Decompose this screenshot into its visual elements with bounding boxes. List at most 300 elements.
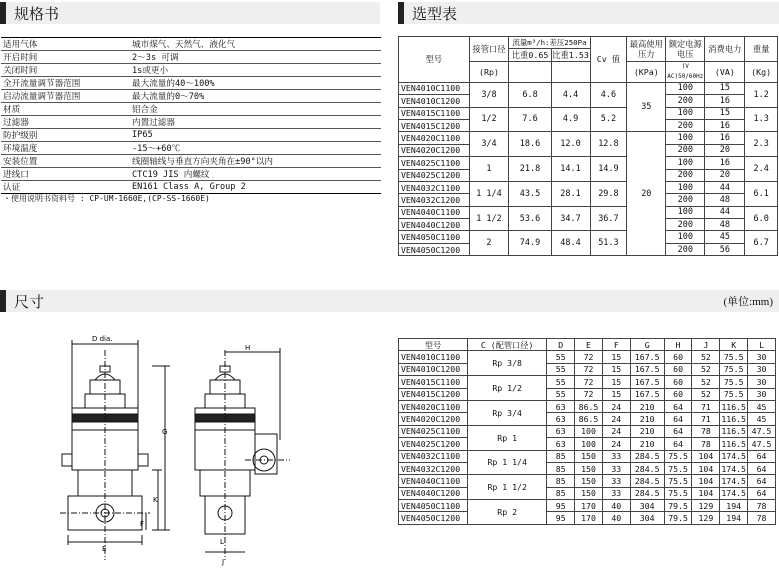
voltage-cell: 100 (666, 107, 705, 119)
weight-cell: 6.7 (745, 231, 778, 256)
dim-value-cell: 64 (664, 413, 692, 425)
dim-value-cell: 284.5 (630, 487, 664, 499)
dim-value-cell: 75.5 (664, 475, 692, 487)
flow-sg065-cell: 43.5 (509, 181, 551, 206)
dim-col-header: L (748, 339, 776, 351)
dim-value-cell: 71 (692, 400, 720, 412)
dim-value-cell: 170 (575, 512, 603, 524)
power-cell: 15 (705, 82, 745, 94)
dim-value-cell: 52 (692, 376, 720, 388)
dim-value-cell: 194 (720, 512, 748, 524)
spec-value: 2～3s 可调 (130, 51, 381, 64)
model-cell: VEN4020C1100 (399, 400, 468, 412)
voltage-cell: 200 (666, 119, 705, 131)
weight-cell: 6.1 (745, 181, 778, 206)
model-cell: VEN4032C1100 (399, 181, 470, 193)
dim-value-cell: 64 (664, 438, 692, 450)
spec-value: IP65 (130, 129, 381, 142)
col-power: 消费电力 (705, 37, 745, 62)
model-cell: VEN4040C1200 (399, 487, 468, 499)
selection-section-header (398, 2, 779, 24)
dim-value-cell: 60 (664, 388, 692, 400)
selection-row (399, 132, 778, 144)
dim-value-cell: 174.5 (721, 451, 746, 462)
col-weight-unit: (Kg) (745, 61, 778, 82)
dim-col-header: K (720, 339, 748, 351)
weight-cell: 2.4 (745, 157, 778, 182)
dim-g-label: G (162, 428, 168, 436)
power-cell: 48 (705, 219, 745, 231)
spec-key: 认证 (1, 181, 130, 194)
dim-value-cell: 60 (664, 351, 692, 363)
dim-value-cell: 284.5 (630, 450, 664, 462)
dim-value-cell: 71 (692, 413, 720, 425)
dim-value-cell: 72 (575, 363, 603, 375)
power-cell: 20 (705, 144, 745, 156)
dimension-row (399, 462, 776, 474)
spec-value: 最大流量的0～70% (130, 90, 381, 103)
dim-value-cell: 104 (692, 462, 720, 474)
dim-value-cell: 33 (602, 462, 630, 474)
dimension-row (399, 475, 776, 487)
voltage-cell: 200 (666, 144, 705, 156)
dimension-section-header (0, 290, 779, 312)
dim-value-cell: 78 (692, 438, 720, 450)
cv-cell: 12.8 (590, 132, 627, 157)
model-cell: VEN4010C1100 (399, 351, 468, 363)
valve-dimension-drawing (40, 330, 315, 575)
col-port: 接管口径 (469, 37, 509, 62)
model-cell: VEN4050C1100 (399, 500, 468, 512)
col-flow: 流量m³/h:差压250Pa (509, 37, 590, 49)
voltage-cell: 100 (666, 157, 705, 169)
dimension-row (399, 500, 776, 512)
spec-section-header (0, 2, 380, 24)
dim-value-cell: 104 (692, 487, 720, 499)
dim-h-label: H (245, 344, 251, 352)
flow-sg153-cell: 4.4 (551, 82, 590, 107)
flow-sg153-cell: 12.0 (551, 132, 590, 157)
spec-row (1, 90, 381, 103)
dim-value-cell: 116.5 (721, 438, 746, 449)
spec-value: 内置过滤器 (130, 116, 381, 129)
dim-value-cell: 104 (692, 450, 720, 462)
dim-value-cell: 40 (602, 500, 630, 512)
dim-value-cell: 30 (748, 351, 776, 363)
dimension-section-title: 尺寸 (14, 292, 45, 311)
dim-value-cell: 78 (692, 425, 720, 437)
port-cell: 3/8 (469, 82, 509, 107)
power-cell: 16 (705, 119, 745, 131)
col-model: 型号 (399, 37, 470, 83)
model-cell: VEN4040C1200 (399, 219, 470, 231)
unit-label: (单位:mm) (723, 296, 773, 308)
dim-value-cell: 129 (692, 500, 720, 512)
selection-row (399, 157, 778, 169)
dim-value-cell: 167.5 (630, 376, 664, 388)
dimension-row (399, 425, 776, 437)
dim-value-cell: 167.5 (630, 351, 664, 363)
flow-sg065-cell: 7.6 (509, 107, 551, 132)
spec-value: 城市煤气、天然气、液化气 (130, 38, 381, 51)
dim-d-label: D dia. (92, 335, 113, 343)
dim-value-cell: 15 (602, 351, 630, 363)
model-cell: VEN4020C1200 (399, 144, 470, 156)
dim-col-header: E (575, 339, 603, 351)
model-cell: VEN4025C1100 (399, 425, 468, 437)
dimension-row (399, 487, 776, 499)
dim-value-cell: 75.5 (664, 487, 692, 499)
dim-value-cell: 45 (748, 400, 776, 412)
dim-value-cell: 33 (602, 450, 630, 462)
dimension-table (398, 338, 776, 525)
spec-key: 环境温度 (1, 142, 130, 155)
dim-value-cell: 150 (575, 475, 603, 487)
dim-value-cell: 47.5 (748, 425, 776, 437)
weight-cell: 1.2 (745, 82, 778, 107)
model-cell: VEN4020C1100 (399, 132, 470, 144)
dim-value-cell: 210 (630, 438, 664, 450)
spec-value: CTC19 JIS 内螺纹 (130, 168, 381, 181)
model-cell: VEN4010C1100 (399, 82, 470, 94)
flow-sg153-cell: 28.1 (551, 181, 590, 206)
dim-value-cell: 72 (575, 376, 603, 388)
dim-value-cell: 304 (630, 512, 664, 524)
dim-value-cell: 174.5 (721, 475, 746, 486)
dim-k-label: K (153, 496, 158, 504)
spec-key: 过滤器 (1, 116, 130, 129)
dim-value-cell: 52 (692, 363, 720, 375)
selection-row (399, 107, 778, 119)
selection-row (399, 206, 778, 218)
col-sg153: 比重1.53 (552, 50, 589, 61)
voltage-cell: 100 (666, 231, 705, 243)
dim-col-header: C (配管口径) (468, 339, 547, 351)
dim-value-cell: 15 (602, 388, 630, 400)
header-bar (0, 290, 6, 312)
spec-value: -15～+60℃ (130, 142, 381, 155)
dim-value-cell: 33 (602, 475, 630, 487)
dimension-row (399, 512, 776, 524)
dim-value-cell: 210 (630, 400, 664, 412)
dim-value-cell: 52 (692, 388, 720, 400)
dim-value-cell: 55 (547, 363, 575, 375)
power-cell: 44 (705, 181, 745, 193)
dim-value-cell: 167.5 (630, 388, 664, 400)
col-weight: 重量 (745, 37, 778, 62)
valve-front-view (60, 350, 150, 560)
dim-value-cell: 116.5 (721, 401, 746, 412)
port-cell: 1 1/4 (469, 181, 509, 206)
dim-value-cell: 64 (748, 462, 776, 474)
dimension-row (399, 438, 776, 450)
spec-row (1, 38, 381, 51)
dim-value-cell: 60 (664, 376, 692, 388)
selection-row (399, 82, 778, 94)
dim-value-cell: 30 (748, 388, 776, 400)
dim-value-cell: 55 (547, 388, 575, 400)
selection-row (399, 231, 778, 243)
dim-value-cell: 33 (602, 487, 630, 499)
dim-value-cell: 47.5 (748, 438, 776, 450)
dim-value-cell: 24 (602, 438, 630, 450)
dim-value-cell: 55 (547, 376, 575, 388)
cv-cell: 5.2 (590, 107, 627, 132)
dim-value-cell: 284.5 (630, 462, 664, 474)
model-cell: VEN4032C1200 (399, 462, 468, 474)
dim-value-cell: 63 (547, 413, 575, 425)
dim-value-cell: 174.5 (721, 463, 746, 474)
spec-key: 防护级别 (1, 129, 130, 142)
dim-value-cell: 24 (602, 400, 630, 412)
spec-value: 铝合金 (130, 103, 381, 116)
model-cell: VEN4050C1200 (399, 512, 468, 524)
spec-value: EN161 Class A, Group 2 (130, 181, 381, 194)
model-cell: VEN4010C1200 (399, 95, 470, 107)
flow-sg065-cell: 6.8 (509, 82, 551, 107)
spec-value: 1s或更小 (130, 64, 381, 77)
dim-col-header: J (692, 339, 720, 351)
dim-value-cell: 15 (602, 376, 630, 388)
power-cell: 16 (705, 132, 745, 144)
dim-value-cell: 63 (547, 400, 575, 412)
dim-value-cell: 100 (575, 425, 603, 437)
cv-cell: 36.7 (590, 206, 627, 231)
model-cell: VEN4025C1200 (399, 169, 470, 181)
port-cell: 3/4 (469, 132, 509, 157)
dim-value-cell: 174.5 (721, 488, 746, 499)
dim-value-cell: 100 (575, 438, 603, 450)
flow-sg065-cell: 53.6 (509, 206, 551, 231)
flow-sg065-cell: 74.9 (509, 231, 551, 256)
dim-value-cell: 194 (720, 500, 748, 512)
dim-e-label: E (102, 545, 107, 553)
flow-sg153-cell: 34.7 (551, 206, 590, 231)
model-cell: VEN4015C1200 (399, 119, 470, 131)
power-cell: 44 (705, 206, 745, 218)
valve-side-view (195, 350, 290, 560)
spec-value: 线圈轴线与垂直方向夹角在±90°以内 (130, 155, 381, 168)
spec-row (1, 155, 381, 168)
dim-value-cell: 129 (692, 512, 720, 524)
dim-value-cell: 55 (547, 351, 575, 363)
col-voltage-unit: (V AC)50/60Hz (666, 61, 705, 82)
model-cell: VEN4025C1100 (399, 157, 470, 169)
dim-value-cell: 210 (630, 425, 664, 437)
model-cell: VEN4032C1200 (399, 194, 470, 206)
dim-col-header: H (664, 339, 692, 351)
spec-row (1, 168, 381, 181)
dimension-row (399, 413, 776, 425)
flow-sg065-cell: 18.6 (509, 132, 551, 157)
pressure-cell: 20 (627, 132, 666, 256)
model-cell: VEN4040C1100 (399, 475, 468, 487)
voltage-cell: 200 (666, 194, 705, 206)
voltage-cell: 200 (666, 95, 705, 107)
col-power-unit: (VA) (705, 61, 745, 82)
dim-value-cell: 72 (575, 388, 603, 400)
col-voltage: 额定电源电压 (666, 37, 705, 62)
voltage-cell: 200 (666, 169, 705, 181)
dim-value-cell: 30 (748, 363, 776, 375)
flow-sg153-cell: 14.1 (551, 157, 590, 182)
port-cell: Rp 3/8 (468, 351, 547, 376)
dim-col-header: F (602, 339, 630, 351)
dim-value-cell: 104 (692, 475, 720, 487)
dimension-row (399, 363, 776, 375)
spec-key: 材质 (1, 103, 130, 116)
dim-value-cell: 304 (630, 500, 664, 512)
spec-row (1, 77, 381, 90)
model-cell: VEN4050C1100 (399, 231, 470, 243)
port-cell: Rp 1/2 (468, 376, 547, 401)
dim-value-cell: 64 (748, 450, 776, 462)
model-cell: VEN4015C1100 (399, 107, 470, 119)
spec-key: 全开流量调节器范围 (1, 77, 130, 90)
power-cell: 48 (705, 194, 745, 206)
dim-value-cell: 85 (547, 462, 575, 474)
voltage-cell: 100 (666, 132, 705, 144)
flow-sg065-cell: 21.8 (509, 157, 551, 182)
dim-value-cell: 52 (692, 351, 720, 363)
pressure-cell: 35 (627, 82, 666, 132)
dim-value-cell: 45 (748, 413, 776, 425)
dim-value-cell: 64 (664, 425, 692, 437)
model-cell: VEN4015C1100 (399, 376, 468, 388)
header-bar (0, 2, 6, 24)
spec-row (1, 64, 381, 77)
col-cv: Cv 值 (590, 37, 627, 83)
port-cell: 2 (469, 231, 509, 256)
dim-value-cell: 86.5 (575, 413, 603, 425)
dim-value-cell: 63 (547, 438, 575, 450)
spec-key: 关闭时间 (1, 64, 130, 77)
dim-col-header: G (630, 339, 664, 351)
spec-key: 安装位置 (1, 155, 130, 168)
spec-value: 最大流量的40～100% (130, 77, 381, 90)
selection-section-title: 选型表 (412, 4, 458, 23)
col-pressure: 最高使用压力 (627, 37, 666, 62)
weight-cell: 6.0 (745, 206, 778, 231)
model-cell: VEN4040C1100 (399, 206, 470, 218)
dim-value-cell: 72 (575, 351, 603, 363)
spec-key: 开启时间 (1, 51, 130, 64)
spec-row (1, 129, 381, 142)
dim-value-cell: 24 (602, 413, 630, 425)
port-cell: 1 1/2 (469, 206, 509, 231)
dim-value-cell: 170 (575, 500, 603, 512)
port-cell: Rp 1 1/2 (468, 475, 547, 500)
dim-value-cell: 86.5 (575, 400, 603, 412)
flow-sg153-cell: 4.9 (551, 107, 590, 132)
dim-j-label: J (222, 558, 225, 566)
dim-value-cell: 150 (575, 487, 603, 499)
dim-value-cell: 167.5 (630, 363, 664, 375)
cv-cell: 14.9 (590, 157, 627, 182)
dim-value-cell: 75.5 (720, 351, 748, 363)
model-cell: VEN4025C1200 (399, 438, 468, 450)
dim-value-cell: 75.5 (664, 450, 692, 462)
port-cell: Rp 3/4 (468, 400, 547, 425)
dimension-row (399, 450, 776, 462)
dim-col-header: 型号 (399, 339, 468, 351)
dim-value-cell: 78 (748, 500, 776, 512)
port-cell: 1 (469, 157, 509, 182)
dim-col-header: D (547, 339, 575, 351)
selection-table (398, 36, 778, 256)
col-port-unit: (Rp) (469, 61, 509, 82)
header-bar (398, 2, 404, 24)
spec-key: 启动流量调节器范围 (1, 90, 130, 103)
spec-row (1, 142, 381, 155)
dimension-row (399, 400, 776, 412)
dim-value-cell: 85 (547, 450, 575, 462)
dim-l-label: L (220, 538, 224, 546)
dim-value-cell: 95 (547, 500, 575, 512)
model-cell: VEN4010C1200 (399, 363, 468, 375)
dim-value-cell: 64 (748, 487, 776, 499)
model-cell: VEN4050C1200 (399, 243, 470, 255)
spec-table (1, 37, 381, 194)
spec-row (1, 116, 381, 129)
model-cell: VEN4020C1200 (399, 413, 468, 425)
dimension-row (399, 388, 776, 400)
voltage-cell: 100 (666, 82, 705, 94)
power-cell: 45 (705, 231, 745, 243)
dim-value-cell: 75.5 (664, 462, 692, 474)
spec-row (1, 51, 381, 64)
dim-value-cell: 150 (575, 462, 603, 474)
dim-f-label: F (140, 520, 145, 528)
power-cell: 16 (705, 157, 745, 169)
dim-value-cell: 64 (748, 475, 776, 487)
voltage-cell: 100 (666, 206, 705, 218)
cv-cell: 4.6 (590, 82, 627, 107)
port-cell: 1/2 (469, 107, 509, 132)
dim-value-cell: 78 (748, 512, 776, 524)
dim-value-cell: 85 (547, 487, 575, 499)
dim-value-cell: 15 (602, 363, 630, 375)
voltage-cell: 200 (666, 243, 705, 255)
dim-value-cell: 40 (602, 512, 630, 524)
model-cell: VEN4015C1200 (399, 388, 468, 400)
selection-row (399, 181, 778, 193)
dim-value-cell: 75.5 (720, 363, 748, 375)
power-cell: 15 (705, 107, 745, 119)
voltage-cell: 200 (666, 219, 705, 231)
dim-value-cell: 75.5 (720, 376, 748, 388)
col-pressure-unit: (KPa) (627, 61, 666, 82)
spec-key: 适用气体 (1, 38, 130, 51)
dim-value-cell: 116.5 (721, 414, 746, 425)
port-cell: Rp 1 1/4 (468, 450, 547, 475)
weight-cell: 2.3 (745, 132, 778, 157)
power-cell: 56 (705, 243, 745, 255)
port-cell: Rp 2 (468, 500, 547, 525)
weight-cell: 1.3 (745, 107, 778, 132)
flow-sg153-cell: 48.4 (551, 231, 590, 256)
dim-value-cell: 85 (547, 475, 575, 487)
dim-value-cell: 150 (575, 450, 603, 462)
dim-value-cell: 24 (602, 425, 630, 437)
dim-value-cell: 210 (630, 413, 664, 425)
cv-cell: 29.8 (590, 181, 627, 206)
dim-value-cell: 79.5 (664, 500, 692, 512)
dim-value-cell: 79.5 (664, 512, 692, 524)
dim-value-cell: 64 (664, 400, 692, 412)
voltage-cell: 100 (666, 181, 705, 193)
spec-key: 进线口 (1, 168, 130, 181)
